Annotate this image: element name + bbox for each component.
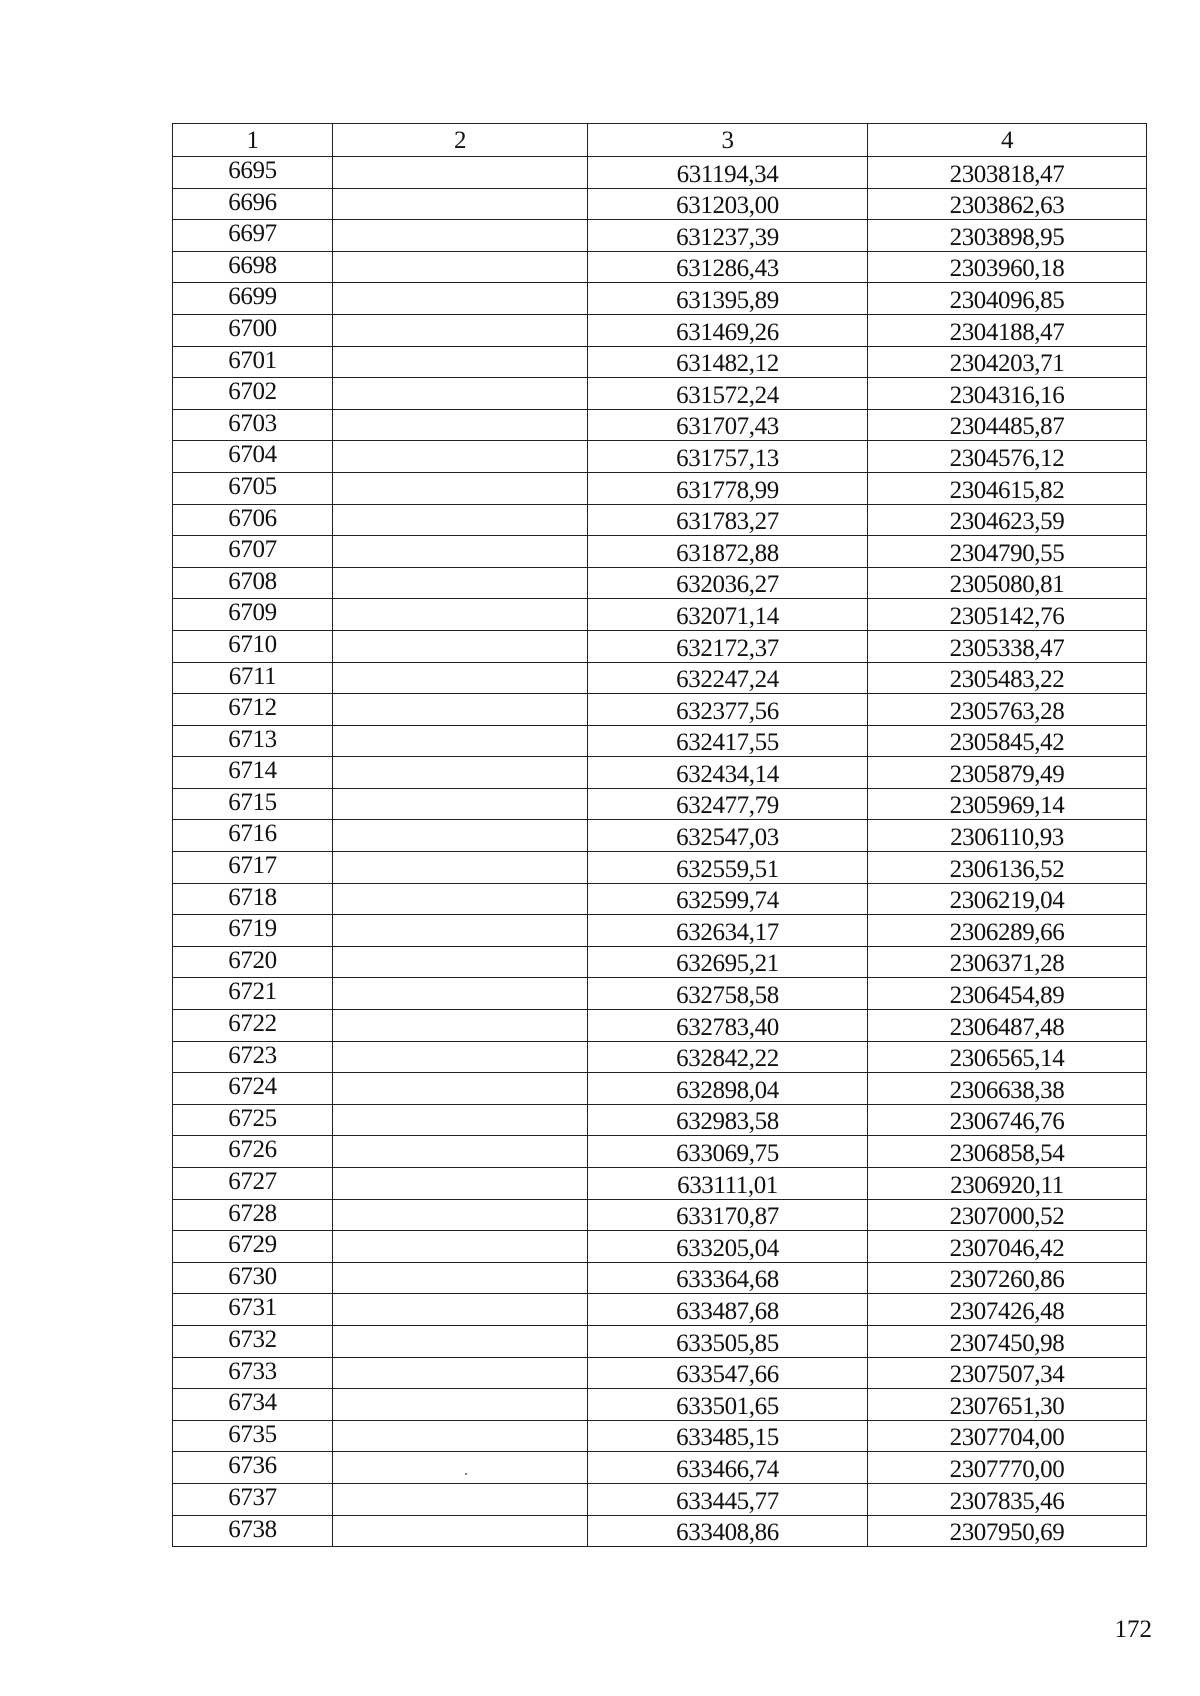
coordinate-x-cell: 632634,17 bbox=[588, 915, 868, 947]
point-number-cell: 6723 bbox=[173, 1041, 333, 1073]
point-number-cell: 6713 bbox=[173, 725, 333, 757]
table-row bbox=[173, 883, 1147, 915]
coordinate-y-cell: 2303862,63 bbox=[868, 188, 1147, 220]
point-number-cell: 6737 bbox=[173, 1483, 333, 1515]
table-row bbox=[173, 220, 1147, 252]
empty-cell bbox=[333, 1231, 588, 1263]
empty-cell bbox=[333, 314, 588, 346]
table-row bbox=[173, 630, 1147, 662]
empty-cell bbox=[333, 1041, 588, 1073]
coordinate-y-cell: 2303818,47 bbox=[868, 157, 1147, 189]
empty-cell bbox=[333, 1073, 588, 1105]
coordinate-x-cell: 632758,58 bbox=[588, 978, 868, 1010]
empty-cell bbox=[333, 536, 588, 568]
coordinate-y-cell: 2306920,11 bbox=[868, 1168, 1147, 1200]
point-number-cell: 6699 bbox=[173, 283, 333, 315]
table-row bbox=[173, 1010, 1147, 1042]
coordinate-x-cell: 632783,40 bbox=[588, 1010, 868, 1042]
empty-cell bbox=[333, 1483, 588, 1515]
coordinate-y-cell: 2306746,76 bbox=[868, 1104, 1147, 1136]
coordinate-x-cell: 632898,04 bbox=[588, 1073, 868, 1105]
coordinate-y-cell: 2305338,47 bbox=[868, 630, 1147, 662]
point-number-cell: 6724 bbox=[173, 1073, 333, 1105]
coordinate-x-cell: 632247,24 bbox=[588, 662, 868, 694]
point-number-cell: 6735 bbox=[173, 1420, 333, 1452]
coordinate-x-cell: 633505,85 bbox=[588, 1325, 868, 1357]
coordinate-x-cell: 633501,65 bbox=[588, 1389, 868, 1421]
empty-cell bbox=[333, 1136, 588, 1168]
coordinate-x-cell: 633408,86 bbox=[588, 1515, 868, 1547]
point-number-cell: 6719 bbox=[173, 915, 333, 947]
empty-cell bbox=[333, 725, 588, 757]
empty-cell bbox=[333, 188, 588, 220]
point-number-cell: 6696 bbox=[173, 188, 333, 220]
table-row bbox=[173, 188, 1147, 220]
coordinate-y-cell: 2306136,52 bbox=[868, 852, 1147, 884]
coordinate-y-cell: 2305142,76 bbox=[868, 599, 1147, 631]
point-number-cell: 6718 bbox=[173, 883, 333, 915]
point-number-cell: 6700 bbox=[173, 314, 333, 346]
table-row bbox=[173, 662, 1147, 694]
table-row bbox=[173, 1262, 1147, 1294]
coordinate-y-cell: 2306110,93 bbox=[868, 820, 1147, 852]
point-number-cell: 6715 bbox=[173, 788, 333, 820]
coordinate-x-cell: 631395,89 bbox=[588, 283, 868, 315]
coordinate-x-cell: 632417,55 bbox=[588, 725, 868, 757]
empty-cell bbox=[333, 820, 588, 852]
column-header-1: 1 bbox=[173, 124, 333, 157]
table-row bbox=[173, 1483, 1147, 1515]
coordinate-y-cell: 2306371,28 bbox=[868, 946, 1147, 978]
coordinate-y-cell: 2306638,38 bbox=[868, 1073, 1147, 1105]
coordinate-x-cell: 631872,88 bbox=[588, 536, 868, 568]
coordinate-y-cell: 2307835,46 bbox=[868, 1483, 1147, 1515]
empty-cell bbox=[333, 1389, 588, 1421]
coordinate-x-cell: 633069,75 bbox=[588, 1136, 868, 1168]
coordinate-y-cell: 2307450,98 bbox=[868, 1325, 1147, 1357]
table-row bbox=[173, 1041, 1147, 1073]
coordinate-y-cell: 2303960,18 bbox=[868, 251, 1147, 283]
coordinate-y-cell: 2304576,12 bbox=[868, 441, 1147, 473]
coordinate-x-cell: 631757,13 bbox=[588, 441, 868, 473]
empty-cell bbox=[333, 1010, 588, 1042]
empty-cell bbox=[333, 1515, 588, 1547]
empty-cell bbox=[333, 978, 588, 1010]
coordinate-x-cell: 632377,56 bbox=[588, 694, 868, 726]
table-row bbox=[173, 536, 1147, 568]
empty-cell bbox=[333, 346, 588, 378]
empty-cell bbox=[333, 630, 588, 662]
coordinate-y-cell: 2304316,16 bbox=[868, 378, 1147, 410]
coordinate-y-cell: 2304485,87 bbox=[868, 409, 1147, 441]
empty-cell bbox=[333, 1357, 588, 1389]
point-number-cell: 6708 bbox=[173, 567, 333, 599]
coordinate-x-cell: 633466,74 bbox=[588, 1452, 868, 1484]
table-row bbox=[173, 852, 1147, 884]
coordinate-x-cell: 632842,22 bbox=[588, 1041, 868, 1073]
coordinate-y-cell: 2307507,34 bbox=[868, 1357, 1147, 1389]
empty-cell bbox=[333, 915, 588, 947]
empty-cell bbox=[333, 283, 588, 315]
coordinate-x-cell: 632695,21 bbox=[588, 946, 868, 978]
empty-cell bbox=[333, 1199, 588, 1231]
table-row bbox=[173, 1420, 1147, 1452]
empty-cell bbox=[333, 883, 588, 915]
empty-cell bbox=[333, 1452, 588, 1484]
coordinate-x-cell: 633485,15 bbox=[588, 1420, 868, 1452]
empty-cell bbox=[333, 1168, 588, 1200]
coordinate-y-cell: 2307260,86 bbox=[868, 1262, 1147, 1294]
table-row bbox=[173, 283, 1147, 315]
coordinate-x-cell: 633487,68 bbox=[588, 1294, 868, 1326]
coordinate-x-cell: 631203,00 bbox=[588, 188, 868, 220]
coordinate-y-cell: 2307651,30 bbox=[868, 1389, 1147, 1421]
table-row bbox=[173, 1073, 1147, 1105]
empty-cell bbox=[333, 567, 588, 599]
coordinate-y-cell: 2305483,22 bbox=[868, 662, 1147, 694]
point-number-cell: 6716 bbox=[173, 820, 333, 852]
table-row bbox=[173, 788, 1147, 820]
coordinate-y-cell: 2304790,55 bbox=[868, 536, 1147, 568]
table-row bbox=[173, 1136, 1147, 1168]
coordinate-y-cell: 2307770,00 bbox=[868, 1452, 1147, 1484]
coordinate-y-cell: 2306289,66 bbox=[868, 915, 1147, 947]
point-number-cell: 6734 bbox=[173, 1389, 333, 1421]
point-number-cell: 6738 bbox=[173, 1515, 333, 1547]
empty-cell bbox=[333, 788, 588, 820]
empty-cell bbox=[333, 599, 588, 631]
header-row bbox=[173, 124, 1147, 157]
empty-cell bbox=[333, 1325, 588, 1357]
empty-cell bbox=[333, 694, 588, 726]
empty-cell bbox=[333, 1294, 588, 1326]
coordinates-table bbox=[172, 123, 1147, 1547]
empty-cell bbox=[333, 504, 588, 536]
table-row bbox=[173, 1294, 1147, 1326]
table-row bbox=[173, 472, 1147, 504]
point-number-cell: 6730 bbox=[173, 1262, 333, 1294]
table-row bbox=[173, 314, 1147, 346]
point-number-cell: 6726 bbox=[173, 1136, 333, 1168]
empty-cell bbox=[333, 946, 588, 978]
table-row bbox=[173, 1104, 1147, 1136]
coordinate-y-cell: 2306219,04 bbox=[868, 883, 1147, 915]
point-number-cell: 6729 bbox=[173, 1231, 333, 1263]
point-number-cell: 6728 bbox=[173, 1199, 333, 1231]
coordinate-x-cell: 631469,26 bbox=[588, 314, 868, 346]
coordinate-x-cell: 633111,01 bbox=[588, 1168, 868, 1200]
table-row bbox=[173, 599, 1147, 631]
table-row bbox=[173, 820, 1147, 852]
coordinate-x-cell: 632434,14 bbox=[588, 757, 868, 789]
point-number-cell: 6712 bbox=[173, 694, 333, 726]
coordinate-y-cell: 2307704,00 bbox=[868, 1420, 1147, 1452]
point-number-cell: 6720 bbox=[173, 946, 333, 978]
scan-speck bbox=[465, 1473, 467, 1475]
table-body bbox=[173, 157, 1147, 1547]
point-number-cell: 6722 bbox=[173, 1010, 333, 1042]
point-number-cell: 6727 bbox=[173, 1168, 333, 1200]
empty-cell bbox=[333, 251, 588, 283]
coordinate-y-cell: 2304623,59 bbox=[868, 504, 1147, 536]
point-number-cell: 6736 bbox=[173, 1452, 333, 1484]
point-number-cell: 6725 bbox=[173, 1104, 333, 1136]
coordinate-x-cell: 632036,27 bbox=[588, 567, 868, 599]
table-row bbox=[173, 915, 1147, 947]
column-header-3: 3 bbox=[588, 124, 868, 157]
point-number-cell: 6701 bbox=[173, 346, 333, 378]
table-row bbox=[173, 251, 1147, 283]
coordinate-x-cell: 631572,24 bbox=[588, 378, 868, 410]
empty-cell bbox=[333, 472, 588, 504]
coordinate-y-cell: 2303898,95 bbox=[868, 220, 1147, 252]
coordinate-y-cell: 2307000,52 bbox=[868, 1199, 1147, 1231]
empty-cell bbox=[333, 1262, 588, 1294]
coordinate-y-cell: 2306858,54 bbox=[868, 1136, 1147, 1168]
table-row bbox=[173, 1452, 1147, 1484]
coordinate-y-cell: 2304615,82 bbox=[868, 472, 1147, 504]
coordinate-x-cell: 631707,43 bbox=[588, 409, 868, 441]
point-number-cell: 6697 bbox=[173, 220, 333, 252]
coordinate-x-cell: 631778,99 bbox=[588, 472, 868, 504]
coordinate-x-cell: 633205,04 bbox=[588, 1231, 868, 1263]
coordinate-y-cell: 2307426,48 bbox=[868, 1294, 1147, 1326]
coordinate-y-cell: 2304188,47 bbox=[868, 314, 1147, 346]
table-row bbox=[173, 694, 1147, 726]
table-row bbox=[173, 504, 1147, 536]
coordinate-y-cell: 2304203,71 bbox=[868, 346, 1147, 378]
coordinate-y-cell: 2307950,69 bbox=[868, 1515, 1147, 1547]
coordinate-y-cell: 2305879,49 bbox=[868, 757, 1147, 789]
column-header-4: 4 bbox=[868, 124, 1147, 157]
coordinate-x-cell: 632172,37 bbox=[588, 630, 868, 662]
coordinate-y-cell: 2305845,42 bbox=[868, 725, 1147, 757]
coordinate-y-cell: 2305080,81 bbox=[868, 567, 1147, 599]
point-number-cell: 6732 bbox=[173, 1325, 333, 1357]
coordinate-x-cell: 631783,27 bbox=[588, 504, 868, 536]
coordinate-x-cell: 631237,39 bbox=[588, 220, 868, 252]
point-number-cell: 6707 bbox=[173, 536, 333, 568]
table-row bbox=[173, 1168, 1147, 1200]
empty-cell bbox=[333, 662, 588, 694]
point-number-cell: 6705 bbox=[173, 472, 333, 504]
coordinate-x-cell: 632559,51 bbox=[588, 852, 868, 884]
point-number-cell: 6695 bbox=[173, 157, 333, 189]
table-row bbox=[173, 378, 1147, 410]
point-number-cell: 6721 bbox=[173, 978, 333, 1010]
page-number: 172 bbox=[1114, 1616, 1152, 1643]
table-row bbox=[173, 1357, 1147, 1389]
table-row bbox=[173, 346, 1147, 378]
point-number-cell: 6703 bbox=[173, 409, 333, 441]
empty-cell bbox=[333, 1420, 588, 1452]
empty-cell bbox=[333, 757, 588, 789]
coordinate-x-cell: 632983,58 bbox=[588, 1104, 868, 1136]
point-number-cell: 6704 bbox=[173, 441, 333, 473]
coordinate-x-cell: 631482,12 bbox=[588, 346, 868, 378]
table-row bbox=[173, 567, 1147, 599]
point-number-cell: 6717 bbox=[173, 852, 333, 884]
coordinate-x-cell: 633445,77 bbox=[588, 1483, 868, 1515]
table-header bbox=[173, 124, 1147, 157]
point-number-cell: 6714 bbox=[173, 757, 333, 789]
coordinate-x-cell: 632071,14 bbox=[588, 599, 868, 631]
coordinate-y-cell: 2304096,85 bbox=[868, 283, 1147, 315]
empty-cell bbox=[333, 378, 588, 410]
point-number-cell: 6709 bbox=[173, 599, 333, 631]
point-number-cell: 6710 bbox=[173, 630, 333, 662]
point-number-cell: 6711 bbox=[173, 662, 333, 694]
coordinate-x-cell: 631194,34 bbox=[588, 157, 868, 189]
table-row bbox=[173, 1389, 1147, 1421]
table-row bbox=[173, 1325, 1147, 1357]
table-row bbox=[173, 978, 1147, 1010]
coordinate-x-cell: 633547,66 bbox=[588, 1357, 868, 1389]
coordinate-y-cell: 2305763,28 bbox=[868, 694, 1147, 726]
coordinate-x-cell: 633364,68 bbox=[588, 1262, 868, 1294]
empty-cell bbox=[333, 220, 588, 252]
column-header-2: 2 bbox=[333, 124, 588, 157]
empty-cell bbox=[333, 441, 588, 473]
table-row bbox=[173, 1515, 1147, 1547]
table-row bbox=[173, 757, 1147, 789]
point-number-cell: 6702 bbox=[173, 378, 333, 410]
empty-cell bbox=[333, 1104, 588, 1136]
point-number-cell: 6731 bbox=[173, 1294, 333, 1326]
coordinate-y-cell: 2306565,14 bbox=[868, 1041, 1147, 1073]
coordinate-x-cell: 632599,74 bbox=[588, 883, 868, 915]
coordinate-y-cell: 2306487,48 bbox=[868, 1010, 1147, 1042]
coordinate-y-cell: 2305969,14 bbox=[868, 788, 1147, 820]
empty-cell bbox=[333, 409, 588, 441]
table-row bbox=[173, 1231, 1147, 1263]
empty-cell bbox=[333, 852, 588, 884]
coordinate-x-cell: 631286,43 bbox=[588, 251, 868, 283]
coordinate-y-cell: 2306454,89 bbox=[868, 978, 1147, 1010]
coordinate-x-cell: 632547,03 bbox=[588, 820, 868, 852]
table-row bbox=[173, 725, 1147, 757]
coordinate-x-cell: 633170,87 bbox=[588, 1199, 868, 1231]
table-row bbox=[173, 946, 1147, 978]
point-number-cell: 6706 bbox=[173, 504, 333, 536]
table-row bbox=[173, 1199, 1147, 1231]
point-number-cell: 6733 bbox=[173, 1357, 333, 1389]
point-number-cell: 6698 bbox=[173, 251, 333, 283]
empty-cell bbox=[333, 157, 588, 189]
coordinate-y-cell: 2307046,42 bbox=[868, 1231, 1147, 1263]
coordinate-x-cell: 632477,79 bbox=[588, 788, 868, 820]
table-row bbox=[173, 441, 1147, 473]
table-row bbox=[173, 409, 1147, 441]
table-row bbox=[173, 157, 1147, 189]
